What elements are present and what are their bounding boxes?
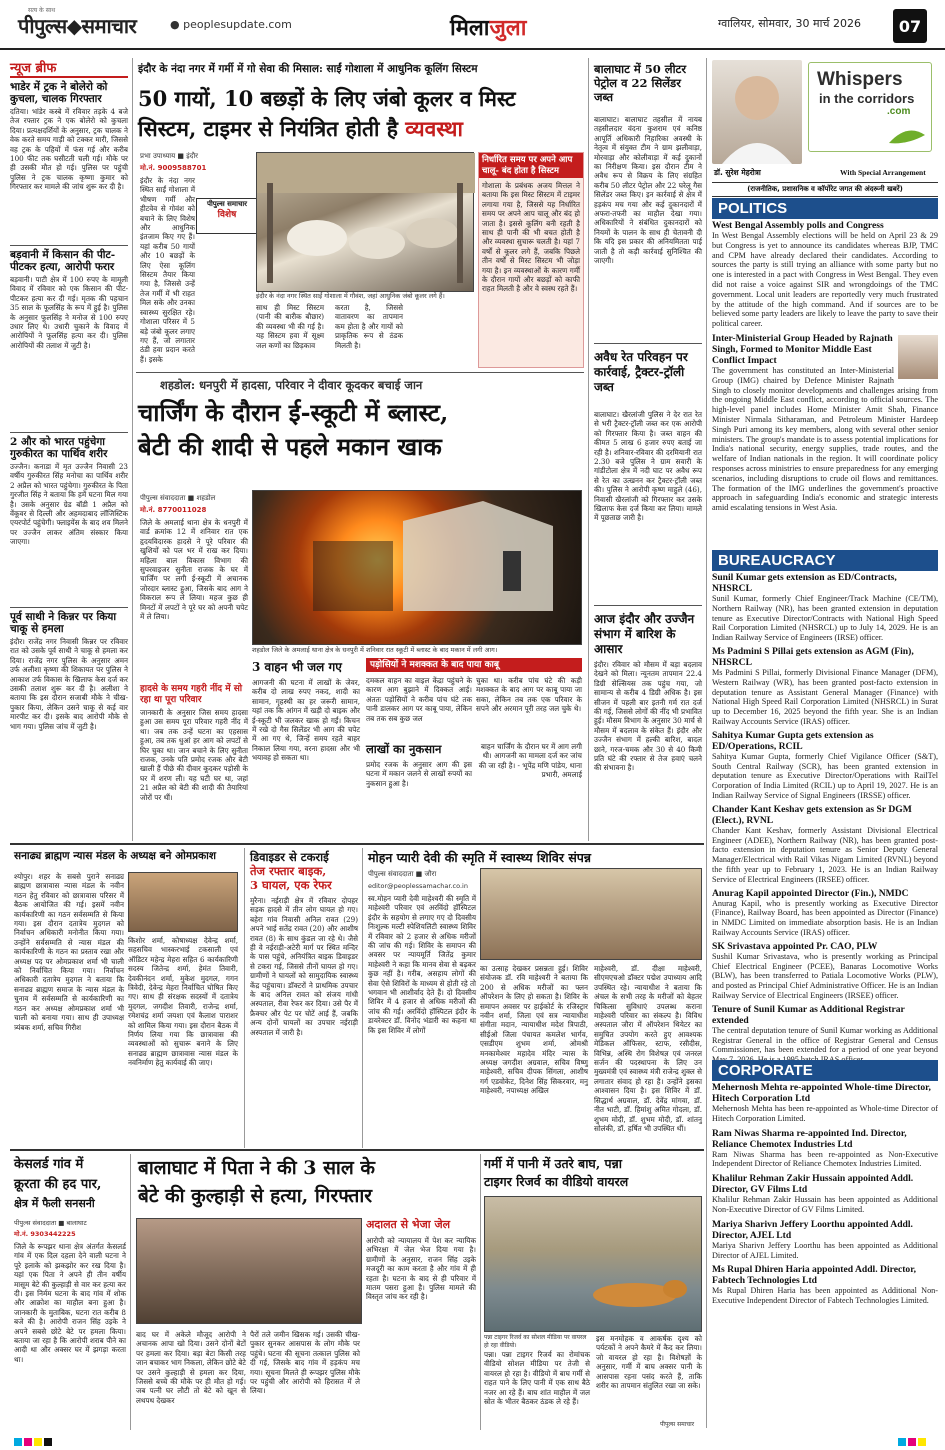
top-story-headline-2[interactable] xyxy=(138,116,588,141)
brief-text: इंदौर। राजेंद्र नगर निवासी किन्नर पर रविवार रात को उसके पूर्व साथी ने चाकू से हमला कर दिया। राजेंद्र नगर पुलिस के अनुसार अमन उर्फ अलीशा कृष्णा की शिकायत पर पुलिस ने आकाश उर्फ विकास के खिलाफ केस दर्ज कर उसकी तलाश शुरू कर दी है। अलीशा ने बताया कि इस दौरान सजाबी मौके ने चीख-पुकार किया, लेकिन उसने चाकू से कई वार मारपीट कर दी। इसके बाद आरोपी मौके से भाग गया। पुलिस जांच में जुटी है। xyxy=(10,637,128,731)
burning-house-illustration xyxy=(253,491,583,646)
section-title xyxy=(450,12,526,42)
exclusive-badge-text: पीपुल्स समाचार xyxy=(206,200,248,208)
health-camp-text-3: माहेश्वरी, डॉ. दीक्षा माहेश्वरी, सीएमएचओ डॉक्टर पद्मेश उपाध्याय आदि उपस्थित रहे। न्यायाधीश ने बताया कि अंचल के सभी तरह के मरीजों को बेहतर चिकित्सा सुविधाएं उपलब्ध कराना माहेश्वरी परिवार का संकल्प है। विविध अस्पताल जौरा में ऑपरेशन थियेटर का समुचित उपयोग करते हुए आवश्यक मेडिकल ऑफिसर, स्टाफ, रसीदीस, विभिन्न, अस्थि रोग विशेषज्ञ एवं जनरल सर्जन की पदस्थापना के लिए उन मुख्यमंत्री एवं स्वास्थ्य मंत्री राजेन्द्र शुक्ल से लगातार संवाद हो रहा है। उन्होंने इसका आश्वासन दिया है। इस शिविर में डॉ. सिद्धार्थ अग्रवाल, डॉ. देवेंद्र मांगवा, डॉ. नीत भाटी, डॉ. हिमांशु अमित गोदला, डॉ. शुभम मोदी, डॉ. शुभम मोदी, डॉ. शांतनु सोलंकी, डॉ. हर्षित भी उपस्थित थीं। xyxy=(594,964,702,1133)
whispers-logo[interactable] xyxy=(808,62,932,152)
shahdol-byline: पीपुल्स संवाददाता ■ शहडोल xyxy=(140,494,216,502)
top-story-col1: इंदौर के नंदा नगर स्थित साईं गोशाला में भीषण गर्मी और हीटवेव से गोवंश को बचाने के लिए विशेष और आधुनिक इंतजाम किए गए हैं। यहां करीब 50 गायों और 10 बछड़ों के लिए ऐसा कूलिंग सिस्टम तैयार किया गया है, जिससे उन्हें तेज गर्मी में भी राहत मिल सके और उनका स्वास्थ्य सुरक्षित रहे। गोशाला परिसर में 5 बड़े जंबो कूलर लगाए गए हैं, जो लगातार ठंडी हवा प्रदान करते हैं। इसके xyxy=(140,176,195,364)
tiger-headline-1[interactable]: गर्मी में पानी में उतरे बाघ, पन्ना xyxy=(484,1156,622,1171)
tiger-headline-2[interactable]: टाइगर रिजर्व का वीडियो वायरल xyxy=(484,1174,629,1189)
bureaucracy-headline[interactable]: Tenure of Sunil Kumar as Additional Registrar extended xyxy=(712,1003,905,1026)
top-story-headline-1[interactable]: 50 गायों, 10 बछड़ों के लिए जंबो कूलर व मिस्ट xyxy=(138,86,516,111)
bureaucracy-section xyxy=(712,572,938,1054)
bureaucracy-text: Sahitya Kumar Gupta, formerly Chief Vigilance Officer (S&T), South Central Railway (SCR), has been granted extension in deputation tenure as Executive Director/Operations with RailTel Corporation of India Limited (RCIL) up to April 19, 2027. He is an Indian Railway Service of Signal Engineers (IRSSE) officer. xyxy=(712,751,938,800)
brief-headline: बड़वानी में किसान की पीट-पीटकर हत्या, आरोपी फरार xyxy=(10,249,116,273)
divider xyxy=(10,1149,704,1151)
bureaucracy-text: Chander Kant Keshav, formerly Assistant Divisional Electrical Engineer (ADEE), Northern Railway (NR), has been granted post-facto extension in deputation tenure as Senior Deputy General Manager/Electrical with Rail Vikas Nigam Limited (RVNL) beyond the fifth year up to February 1, 2023. He is an Indian Railway Service of Electrical Engineers (IRSEE) officer. xyxy=(712,825,938,884)
shahdol-headline-1[interactable]: चार्जिंग के दौरान ई-स्कूटी में ब्लास्ट, xyxy=(138,398,449,427)
keslad-kicker-2: क्रूरता की हद पार, xyxy=(14,1177,102,1192)
court-headline: अदालत से भेजा जेल xyxy=(366,1218,451,1231)
loss-text: प्रमोद रजक के अनुसार आग की इस घटना में मकान जलने से लाखों रुपयों का नुकसान हुआ है। xyxy=(366,760,472,788)
corporate-headline[interactable]: Ram Niwas Sharma re-appointed Ind. Director, Reliance Chemotex Industries Ltd xyxy=(712,1127,907,1150)
corporate-text: Ram Niwas Sharma has been re-appointed as Non-Executive Independent Director of Reliance Chemotex Industries Limited. xyxy=(712,1149,938,1169)
keslad-byline: पीपुल्स संवाददाता ■ बालाघाट xyxy=(14,1219,87,1227)
murder-headline-2[interactable]: बेटे की कुल्हाड़ी से हत्या, गिरफ्तार xyxy=(138,1185,373,1207)
timer-sidebox-headline: निर्धारित समय पर अपने आप चालू- बंद होता है सिस्टम xyxy=(479,153,583,178)
health-camp-byline: पीपुल्स संवाददाता ■ जौरा xyxy=(368,870,437,878)
whispers-header xyxy=(710,58,938,182)
person-icon xyxy=(712,60,802,164)
politics-section xyxy=(712,220,938,545)
corporate-text: Mariya Sharivn Jeffery Loorthu has been appointed as Additional Director of AJEL Limited. xyxy=(712,1240,938,1260)
top-story-headline-accent: व्यवस्था xyxy=(405,116,463,141)
divider-crash-headline-2[interactable]: तेज रफ्तार बाइक, xyxy=(250,864,327,878)
tiger-photo[interactable] xyxy=(484,1196,702,1332)
murder-text-2: पैरों तले जमीन खिसक गई। उसकी चीख-पुकार सुनकर आसपास के लोग मौके पर पहुंचे। घटना की सूचना तत्काल पुलिस को दी गई, जिसके बाद गांव में हड़कंप मच गया। सूचना मिलते ही रूपझर पुलिस मौके पर पहुंची और आरोपी को हिरासत में ले लिया। xyxy=(250,1330,360,1396)
whispers-tagline: (राजनीतिक, प्रशासनिक व कॉर्पोरेट जगत की अंदरूनी खबरें) xyxy=(712,182,938,197)
whispers-subtitle: in the corridors xyxy=(819,91,915,106)
brief-text: दतिया। भांडेर कस्बे में रविवार तड़के 4 बजे तेज रफ्तार ट्रक ने एक बोलेरो को कुचला दिया। प्रत्यक्षदर्शियों के अनुसार, ट्रक चालक ने वेक करते समय गाड़ी को टक्कर मारी, जिससे वह ट्रक के पहियों में फंस गई और करीब 100 फीट तक घसीटती चली गई। मौके पर ही उसकी मौत हो गई। पुलिस पर पहुंची पुलिस ने ट्रक चालक कृष्णा कुमार को गिरफ्तार कर मामले की जांच शुरू कर दी है। xyxy=(10,107,128,192)
brief-item[interactable] xyxy=(10,249,128,429)
shahdol-text: जिले के अमलाई थाना क्षेत्र के धनपुरी में वार्ड क्रमांक 12 में शनिवार रात एक हृदयविदारक हादसे ने पूरे परिवार की खुशियों को पल भर में राख कर दिया। महिला बाल विकास विभाग की सुपरवाइजर सुनीता राजक के घर में चार्जिंग पर लगी ई-स्कूटी में अचानक जोरदार ब्लास्ट हुआ, जिसके बाद आग ने विकराल रूप ले लिया। महज कुछ ही मिनटों में लपटों ने पूरे घर को अपनी चपेट में ले लिया। xyxy=(140,518,248,622)
sanadhya-text-2: किशोर शर्मा, कोषाध्यक्ष देवेन्द्र शर्मा, सहसचिव भास्करभाई टकसाली एवं ऑडिटर महेन्द्र मेहरा सहित 6 कार्यकारिणी सदस्य जितेन्द्र शर्मा, हेमंत तिवारी, देवकीनंदन शर्मा, मुकेश मुदगल, गगन त्रिवेदी, देवेन्द्र मेहरा निर्वाचित घोषित किए गए। साथ ही संरक्षक सदस्यों में दतात्रेय मुदगल, जगदीश तिवारी, राजेन्द्र शर्मा, रमेशचंद्र शर्मा जयशा एवं कैलाश पाराशर को शामिल किया गया। इस दौरान बैठक में निर्णय लिया गया कि छात्रावास की व्यवस्थाओं को सुचारू बनाने के लिए सनाढ्य ब्राह्मण छात्रावास न्यास मंडल के नवनिर्माण हेतु कार्यवाई की जाए। xyxy=(128,936,238,1068)
section-title-accent: जुला xyxy=(489,15,527,41)
column-rule xyxy=(588,58,589,841)
shahdol-subtext: जानकारी के अनुसार जिस समय हादसा हुआ उस समय पूरा परिवार गहरी नींद में था। जब तक उन्हें घटना का एहसास हुआ, तब तक धुआं हर आग को लपटों से घिर चुका था। जान बचाने के लिए सुनीता राजक, उनके पति प्रमोद रजक और बेटी खाली हैं पीछे की दीवार कूदकर पड़ोसी के घर में शरण ली। यह घटी घर था, जहां 21 अप्रैल को बेटी की शादी की तैयारियां जोरों पर थीं। xyxy=(140,708,248,802)
news-brief-label: न्यूज ब्रीफ xyxy=(10,58,128,78)
corporate-text: Mehernosh Mehta has been re-appointed as Whole-time Director of Hitech Corporation Limited. xyxy=(712,1104,938,1123)
corporate-headline[interactable]: Mehernosh Mehta re-appointed Whole-time Director, Hitech Corporation Ltd xyxy=(712,1082,931,1104)
politics-text: The government has constituted an Inter-Ministerial Group (IMG) chaired by Defence Minister Rajnath Singh to closely monitor developments and challenges arising from the ongoing Middle East conflict, according to official sources. The high-level panel includes Home Minister Amit Shah, Finance Minister Nirmala Sitharaman, and Petroleum Minister Hardeep Singh Puri among its key members, along with several other senior ministers. The group's mandate is to assess potential implications for India's national security, energy supplies, trade routes, and the welfare of Indian nationals in the region. It will coordinate policy responses across ministries to ensure preparedness for any emerging scenarios, including disruptions to crude oil flows and remittances. The formation of the IMG underlines the government's proactive approach in safeguarding India's economic and strategic interests amid escalating tensions in West Asia. xyxy=(712,365,938,513)
keslad-text: जिले के रूपझर थाना क्षेत्र अंतर्गत केसलर्ड गांव में एक दिल दहला देने वाली घटना ने पूरे इलाके को झकझोर कर रख दिया है। यहां एक पिता ने अपने ही तीन वर्षीय मासूम बेटे की कुल्हाड़ी से वार कर हत्या कर दी। इस निर्मम घटना के बाद गांव में शोक और आक्रोश का माहौल बना हुआ है। जानकारी के मुताबिक, घटना रात करीब 8 बजे की है। आरोपी राजन सिंह उइके ने अपने सबसे छोटे बेटे पर हमला किया। बताया जा रहा है कि आरोपी शराब पीने का आदी था और अक्सर घर में झगड़ा करता था। xyxy=(14,1242,126,1364)
politics-headline[interactable]: Inter-Ministerial Group Headed by Rajnath Singh, Formed to Monitor Middle East Conflict Impact xyxy=(712,332,893,366)
corporate-headline[interactable]: Mariya Sharivn Jeffery Loorthu appointed Addl. Director, AJEL Ltd xyxy=(712,1218,913,1241)
bureaucracy-headline[interactable]: SK Srivastava appointed Pr. CAO, PLW xyxy=(712,940,878,952)
brief-item[interactable] xyxy=(10,81,128,242)
timer-sidebox-text: गोशाला के प्रबंधक अजय मित्तल ने बताया कि इस मिस्ट सिस्टम में टाइमर लगाया गया है, जिससे यह निर्धारित समय पर अपने आप चालू और बंद हो जाता है। इससे कूलिंग बनी रहती है साथ ही पानी की भी बचत होती है और व्यवस्था सुचारू चलती है। यहां 7 वर्षों से कूलर लगे हैं, जबकि पिछले तीन वर्षों से मिस्ट सिस्टम भी जोड़ा गया है। इन व्यवस्थाओं के कारण गर्मी के दौरान गायों और बछड़ों को काफी राहत मिलती है और वे स्वस्थ रहते हैं। xyxy=(482,181,580,294)
neighbors-text-2: चुका था। करीब पांच घंटे की कड़ी मशक्कत के बाद आग पर काबू पाया जा सका, लेकिन तब तक एक परिवार के सपने और अरमान पूरी तरह जल चुके थे। xyxy=(476,676,582,714)
special-arrangement: With Special Arrangement xyxy=(840,168,926,177)
bureaucracy-text: Sunil Kumar, formerly Chief Engineer/Track Machine (CE/TM), Northern Railway (NR), has been granted extension in deputation tenure as Executive Director/Contracts with National High Speed Rail Corporation Limited (NHSRCL) up to July 14, 2029. He is an Indian Railway Service of Engineers (IRSE) officer. xyxy=(712,594,938,643)
fire-photo[interactable] xyxy=(252,490,582,645)
health-camp-email[interactable]: editor@peoplessamachar.co.in xyxy=(368,882,468,890)
tiger-text-1: पन्ना। पन्ना टाइगर रिजर्व का रोमांचक वीडियो सोशल मीडिया पर तेजी से वायरल हो रहा है। वीडियो में बाघ गर्मी से राहत पाने के लिए पानी में एक साथ बैठे नजर आ रहे हैं। बाघ शांत माहौल में जल स्रोत के भीतर बैठकर ठंडक ले रहे हैं। xyxy=(484,1350,590,1407)
vehicles-burnt-text: आगजनी की घटना में लाखों के जेवर, करीब दो लाख रुपए नकद, शादी का सामान, गृहस्थी का हर जरूरी सामान, यहां तक कि आंगन में खड़ी दो बाइक और ई-स्कूटी भी जलकर खाक हो गईं। किचन में रखे दो गैस सिलेंडर भी आग की चपेट में आ गए थे, जिन्हें समय रहते बाहर निकाल लिया गया, वरना हादसा और भी भयावह हो सकता था। xyxy=(252,678,360,763)
divider xyxy=(594,605,702,606)
column-rule xyxy=(706,58,707,1428)
shahdol-mobile: मो.नं. 8770011028 xyxy=(140,506,207,514)
bureaucracy-headline[interactable]: Ms Padmini S Pillai gets extension as AGM (Fin), NHSRCL xyxy=(712,645,914,668)
corporate-headline[interactable]: Ms Rupal Dhiren Haria appointed Addl. Director, Fabtech Technologies Ltd xyxy=(712,1264,916,1287)
goshala-photo-caption: इंदौर के नंदा नगर स्थित साईं गोशाला में गौवंश, जहां आधुनिक जंबो कूलर लगे हैं। xyxy=(256,292,445,300)
tiger-text-2: इस मनमोहक व आकर्षक दृश्य को पर्यटकों ने अपने कैमरे में कैद कर लिया। जो वायरल हो रहा है। विशेषज्ञों के अनुसार, गर्मी में बाघ अक्सर पानी के आसपास रहना पसंद करते हैं, ताकि शरीर का तापमान संतुलित रखा जा सके। xyxy=(596,1334,702,1391)
bureaucracy-text: Sushil Kumar Srivastava, who is presently working as Principal Chief Electrical Engineer (PCEE), Banaras Locomotive Works (BLW), has been transferred to Patiala Locomotive Works (PLW), and posted as Principal Chief Administrative Officer. He is an Indian Railway Service of Electrical Engineers (IRSEE) officer. xyxy=(712,951,938,1000)
corporate-headline[interactable]: Khalilur Rehman Zakir Hussain appointed Addl. Director, GV Films Ltd xyxy=(712,1173,914,1196)
weather-text: इंदौर। रविवार को मौसम में बड़ा बदलाव देखने को मिला। न्यूनतम तापमान 22.4 डिग्री सेल्सियस तक पहुंच गया, जो सामान्य से करीब 4 डिग्री अधिक है। इस सीजन में पहली बार इतनी गर्म रात दर्ज की गई, जिससे लोगों की नींद भी प्रभावित हुई। मौसम विभाग के अनुसार 30 मार्च से मौसम में बदलाव के संकेत हैं। इंदौर और उज्जैन संभाग में हल्की बारिश, बादल छाने, गरज-चमक और 30 से 40 किमी प्रति घंटे की रफ्तार से तेज हवाएं चलने की संभावना है। xyxy=(594,660,702,773)
divider xyxy=(136,372,584,373)
divider-crash-headline-1[interactable]: डिवाइडर से टकराई xyxy=(250,850,329,864)
column-rule xyxy=(130,1154,131,1430)
bureaucracy-headline[interactable]: Anurag Kapil appointed Director (Fin.), NMDC xyxy=(712,887,909,899)
top-story-col3: करता है, जिससे वातावरण का तापमान कम होता है और गायों को प्राकृतिक रूप से ठंडक मिलती है। xyxy=(335,303,403,350)
fuel-seizure-headline[interactable]: बालाघाट में 50 लीटर पेट्रोल व 22 सिलेंडर जब्त xyxy=(594,62,687,104)
news-brief-column xyxy=(10,58,128,841)
divider xyxy=(10,843,704,845)
brief-headline: पूर्व साथी ने किन्नर पर किया चाकू से हमला xyxy=(10,611,117,635)
murder-headline-1[interactable]: बालाघाट में पिता ने की 3 साल के xyxy=(138,1157,375,1179)
sanadhya-headline[interactable]: सनाढ्य ब्राह्मण न्यास मंडल के अध्यक्ष बने ओमप्रकाश xyxy=(14,850,216,862)
corporate-section-header: CORPORATE xyxy=(712,1060,938,1081)
sand-seizure-text: बालाघाट। खैरलांजी पुलिस ने देर रात रेत से भरी ट्रैक्टर-ट्रॉली जब्त कर एक आरोपी को गिरफ्तार किया है। जब्त वाहन की कीमत 5 लाख 6 हजार रुपए बताई जा रही है। शनिवार-रविवार की दरमियानी रात 2.30 बजे पुलिस ने ग्राम सवारी के गांडीटोला क्षेत्र में नदी घाट पर अवैध रूप से रेत का उत्खनन कर ट्रैक्टर-ट्रॉली जब्त की। पुलिस ने आरोपी कृष्ण माहुले (46), निवासी खैरलांजी को गिरफ्तार कर उसके खिलाफ केस दर्ज किया कर लिया। मामले में पूछताछ जारी है। xyxy=(594,410,702,523)
logo-tagline: सत्य के साथ xyxy=(28,7,56,14)
cows-illustration xyxy=(257,153,475,293)
brief-item[interactable] xyxy=(10,436,128,604)
court-text: आरोपी को न्यायालय में पेश कर न्यायिक अभिरक्षा में जेल भेज दिया गया है। ग्रामीणों के अनुसार, राजन सिंह उइके मजदूरी का काम करता है और गांव में ही रहता है। घटना के बाद से ही परिवार में मातम पसरा हुआ है। पुलिस मामले की विस्तृत जांच कर रही है। xyxy=(366,1236,476,1302)
top-story-col2: साथ ही मिस्ट सिस्टम (पानी की बारीक बौछार) की व्यवस्था भी की गई है। यह सिस्टम हवा में सूक्ष्म जल कणों का छिड़काव xyxy=(256,303,324,350)
health-camp-text-2: का उत्साह देखकर प्रसन्नता हुई। शिविर संयोजक डॉ. रवि माहेश्वरी ने बताया कि 200 से अधिक मरीजों का फ्लन ऑपरेशन के लिए हो सकता है। शिविर के समापन अवसर पर हाईकोर्ट के रजिस्ट्रार नवीन शर्मा, जिला एवं सत्र न्यायाधीश संगीता मदान, न्यायाधीश मदेश त्रिपाठी, सीईओ जिला पंचायत कमलेश भार्गव, एसडीएम शुभम शर्मा, ओमश्री मनकामेश्वर महादेव मंदिर न्यास के अध्यक्ष जगदीश अग्रवाल, सचिव विष्णु माहेश्वरी, सचिव दीपक सिंगला, आशीष गर्ग एडवोकेट, दिनेश सिंह सिकरवार, मनु माहेश्वरी, नपाध्यक्ष अखिल xyxy=(480,964,588,1096)
health-camp-headline[interactable]: मोहन प्यारी देवी की स्मृति में स्वास्थ्य शिविर संपन्न xyxy=(368,850,591,865)
shahdol-kicker: शहडोल: धनपुरी में हादसा, परिवार ने दीवार कूदकर बचाई जान xyxy=(160,378,423,392)
bureaucracy-text: The central deputation tenure of Sunil Kumar working as Additional Registrar General in the office of Registrar General and Census Commissioner, has been extended for a period of one year beyond xyxy=(712,1025,938,1055)
top-story-kicker: इंदौर के नंदा नगर में गर्मी में गो सेवा की मिसाल: साईं गोशाला में आधुनिक कूलिंग सिस्टम xyxy=(138,63,478,75)
divider xyxy=(10,432,128,433)
column-rule xyxy=(480,1154,481,1430)
bureaucracy-text: Anurag Kapil, who is presently working as Executive Director (Finance), Railway Board, has been appointed as Director (Finance) in NMDC Limited on immediate absorption basis. He is an Indian Railway Accounts Service (IRAS) officer. xyxy=(712,898,938,937)
brief-text: बड़वानी। पाटी क्षेत्र में 100 रुपए के मामूली विवाद में रविवार को एक किसान की पीट-पीटकर हत्या कर दी गई। मृतक की पहचान 35 साल के फूलसिंह के रूप में हुई है। पुलिस के अनुसार फूलसिंह ने मनोज से 100 रुपए उधार लिए थे। उधारी चुकाने के विवाद में आरोपियों ने फूलसिंह हत्या कर दी। पुलिस आरोपियों की तलाश में जुटी है। xyxy=(10,275,128,350)
dateline: ग्वालियर, सोमवार, 30 मार्च 2026 xyxy=(718,17,861,30)
shahdol-subheadline: हादसे के समय गहरी नींद में सो रहा था पूरा परिवार xyxy=(140,684,243,705)
rajnath-photo xyxy=(898,335,938,379)
page-number: 07 xyxy=(893,9,927,43)
keslad-mobile: मो.नं. 9303442225 xyxy=(14,1230,76,1238)
newspaper-logo[interactable]: पीपुल्स◆समाचार xyxy=(18,14,137,38)
corporate-text: Khalilur Rehman Zakir Hussain has been appointed as Additional Non-Executive Director of GV Films Limited. xyxy=(712,1195,938,1214)
bureaucracy-text: Ms Padmini S Pillai, formerly Divisional Finance Manager (DFM), Western Railway (WR), has been granted post-facto extension in deputation tenure as Assistant General Manager (Finance) with National High Speed Rail Corporation Limited (NHSRCL) in Surat up to December 16, 2025 beyond the fifth year. She is an Indian Railway Accounts Service (IRAS) officer. xyxy=(712,667,938,726)
health-camp-text-1: स्व.मोहन प्यारी देवी माहेश्वरी की स्मृति में माहेश्वरी परिवार एवं अरविंदो हॉस्पिटल इंदौर के सहयोग से लगाए गए दो दिवसीय निःशुल्क मल्टी स्पेशियलिटी स्वास्थ्य शिविर में रविवार को 2 हजार से अधिक मरीजों की जांच की गई। शिविर के समापन की अवसर पर न्यायमूर्ति जितेंद्र कुमार माहेश्वरी ने कहा कि मानव सेवा से बढ़कर कुछ नहीं है। गरीब, असहाय लोगों की सेवा ऐसे शिविरों के माध्यम से होती रहे तो भगवान भी आशीर्वाद देते हैं। दो दिवसीय शिविर में 4 हजार से अधिक मरीजों की जांच की गई। अरविंदो हॉस्पिटल इंदौर के डायरेक्टर डॉ. विनोद भंडारी का कहना था कि इस शिविर में लोगों xyxy=(368,894,476,1035)
brief-item[interactable] xyxy=(10,611,128,815)
corporate-section xyxy=(712,1082,938,1422)
corporate-text: Ms Rupal Dhiren Haria has been appointed as Additional Non-Executive Independent Director of Fabtech Technologies Limited. xyxy=(712,1286,938,1306)
section-title-main: मिला xyxy=(450,15,490,41)
bureaucracy-section-header: BUREAUCRACY xyxy=(712,550,938,571)
murder-text-1: बाद घर में अकेले मौजूद आरोपी ने अचानक आपा खो दिया। उसने दोनों बेटों पर हमला कर दिया। बड़ा बेटा किसी तरह जान बचाकर भाग निकला, लेकिन छोटे बेटे पर उसने कुल्हाड़ी से हमला कर दिया, जिससे बच्चे की मौके पर ही मौत हो गई। जब पत्नी घर लौटी तो बेटे को खून से लथपथ देखकर xyxy=(136,1330,246,1405)
tiger-illustration xyxy=(485,1197,703,1333)
website-link[interactable]: ● peoplesupdate.com xyxy=(170,18,292,31)
bureaucracy-headline[interactable]: Chander Kant Keshav gets extension as Sr DGM (Elect.), RVNL xyxy=(712,803,912,826)
column-rule xyxy=(244,848,245,1148)
divider xyxy=(10,245,128,246)
goshala-photo[interactable] xyxy=(256,152,474,292)
divider xyxy=(594,343,702,344)
print-registration-marks xyxy=(0,1431,945,1441)
sand-seizure-headline[interactable]: अवैध रेत परिवहन पर कार्रवाई, ट्रैक्टर-ट्रॉली जब्त xyxy=(594,350,688,394)
police-quote: बाहन चार्जिंग के दौरान घर में आग लगी थी। आगजनी का मामला दर्ज कर जांच की जा रही है। - भूपेंद्र मणि पांडेय, थाना प्रभारी, अमलाई xyxy=(478,742,582,780)
keslad-kicker-1: केसलर्ड गांव में xyxy=(14,1157,84,1172)
sanadhya-photo[interactable] xyxy=(128,872,238,932)
divider-crash-text: मुरैना। नईराड़ी क्षेत्र में रविवार दोपहर सड़क हादसे में तीन लोग घायल हो गए। बहेरा गांव निवासी अनिल रावत (29) अपने भाई सतेंद्र रावत (20) और आशीष रावत (8) के साथ कुंडल जा रहे थे। जैसे ही वे नईराड़ी-अटेरी मार्ग पर स्थित मन्दिर के पास पहुंचे, अनियंत्रित बाइक डिवाइडर से टकरा गई, जिससे तीनों घायल हो गए। ग्रामीणों ने घायलों को सामुदायिक स्वास्थ्य केंद्र पहुंचाया। डॉक्टरों ने प्राथमिक उपचार के बाद अनिल रावत को संजय गांधी अस्पताल, रीवा रेफर कर दिया। उसे पैर में फ्रैक्चर और पेट पर चोटें आई हैं, जबकि अन्य दोनों घायलों का उपचार नईराड़ी अस्पताल में जारी है। xyxy=(250,896,358,1037)
top-story-headline-2-text: सिस्टम, टाइमर से नियंत्रित होती है xyxy=(138,116,398,141)
whispers-title: Whispers xyxy=(817,69,903,90)
leaf-icon xyxy=(887,125,927,145)
exclusive-badge xyxy=(196,198,258,234)
top-story-mobile: मो.नं. 9009588701 xyxy=(140,164,207,172)
exclusive-badge-sub: विशेष xyxy=(217,210,237,220)
tiger-photo-caption: पन्ना टाइगर रिजर्व का सोशल मीडिया पर वायरल हो रहा वीडियो। xyxy=(484,1334,587,1349)
health-camp-photo[interactable] xyxy=(480,868,702,960)
bureaucracy-headline[interactable]: Sunil Kumar gets extension as ED/Contracts, NHSRCL xyxy=(712,572,897,594)
politics-headline[interactable]: West Bengal Assembly polls and Congress xyxy=(712,220,884,231)
vehicles-burnt-headline: 3 वाहन भी जल गए xyxy=(252,660,342,674)
neighbors-headline: पड़ोसियों ने मशक्कत के बाद पाया काबू xyxy=(366,658,582,672)
brief-headline: भाडेर में ट्रक ने बोलेरो को कुचला, चालक गिरफ्तार xyxy=(10,81,108,105)
politics-text: In West Bengal Assembly elections will be held on April 23 & 29 but Congress is yet to announce its candidates whereas BJP, TMC and CPM have already declared their candidates. According to sources the party is still trying an alliance with some party but no one is interested in a pact with Congress in West Bengal. They even did not raise a voice against SIR and wrongdoings of the TMC government. Local unit leaders are reportedly very much frustrated by the attitude of the high command. And if sources are to be believed some party leaders are likely to leave the party to save their political career. xyxy=(712,231,938,329)
divider xyxy=(10,607,128,608)
whispers-domain: .com xyxy=(887,106,911,117)
keslad-kicker-3: क्षेत्र में फैली सनसनी xyxy=(14,1197,95,1210)
tiger-footer: पीपुल्स समाचार xyxy=(660,1421,695,1428)
brief-headline: 2 और को भारत पहुंचेगा गुरुकीरत का पार्थिव शरीर xyxy=(10,436,108,460)
fire-photo-caption: शहडोल जिले के अमलाई थाना क्षेत्र के धनपुरी में शनिवार रात स्कूटी में ब्लास्ट के बाद मकान में लगी आग। xyxy=(252,646,498,654)
timer-sidebox xyxy=(478,152,584,368)
column-rule xyxy=(132,58,133,841)
weather-headline[interactable]: आज इंदौर और उज्जैन संभाग में बारिश के आसार xyxy=(594,612,695,656)
neighbors-text-1: दमकल वाहन का वाइल केंद्रा पहुंचने के कारण आग बुझाने में दिक्कत आई। अंततः पड़ोसियों ने करीब पांच घंटे तक पानी डालकर आग पर काबू पाया, लेकिन तब तक सब कुछ जल xyxy=(366,676,472,723)
columnist-name: डॉ. सुरेश मेहरोत्रा xyxy=(714,168,761,177)
loss-headline: लाखों का नुकसान xyxy=(366,742,442,756)
brief-text: उज्जैन। कनाडा में मृत उज्जैन निवासी 23 वर्षीय गुरुकीरत सिंह मनोचा का पार्थिव शरीर 2 अप्रैल को भारत पहुंचेगा। गुरुकीरत के पिता गुरजीत सिंह ने बताया कि हमें घटना मिल गया है। उसके अनुसार ग्रेड बॉडी 1 अप्रैल को वेंकूवर से दिल्ली और अहमदाबाद लॉजिस्टिक एयरपोर्ट पहुंचेगी। फ्लाइयेंस के बाद शव मिलने पर उज्जैन लाकर अंतिम संस्कार किया जाएगा। xyxy=(10,462,128,547)
murder-accused-photo[interactable] xyxy=(136,1218,362,1324)
shahdol-headline-2[interactable]: बेटी की शादी से पहले मकान खाक xyxy=(138,432,442,461)
fuel-seizure-text: बालाघाट। बालाघाट तहसील में नायब तहसीलदार वंदना कुशराम एवं कनिष्ठ आपूर्ति अधिकारी निहारिका अवस्थी के नेतृत्व में संयुक्त टीम ने ग्राम झलीवाड़ा, मोरवाड़ा और कोलीवाड़ा में कई दुकानों का निरीक्षण किया। इस दौरान टीम ने अवैध रूप से विक्रय के लिए संग्रहित करीब 50 लीटर पेट्रोल और 22 घरेलू गैस सिलेंडर जब्त किए। इन कार्रवाई से क्षेत्र में हड़कंप मच गया और कई दुकानदारों में अफरा-तफरी का माहौल देखा गया। अधिकारियों ने संबंधित दुकानदारों को नियमों के पालन के साथ ही चेतावनी दी कि यदि इस प्रकार की अनियमितता पाई जाती है तो कड़ी कार्रवाई सुनिश्चित की जाएगी। xyxy=(594,115,702,266)
bureaucracy-headline[interactable]: Sahitya Kumar Gupta gets extension as ED/Operations, RCIL xyxy=(712,729,874,752)
politics-section-header: POLITICS xyxy=(712,198,938,219)
top-story-byline: प्रभा उपाध्याय ■ इंदौर xyxy=(140,152,199,160)
column-rule xyxy=(362,848,363,1148)
divider-crash-headline-3[interactable]: 3 घायल, एक रेफर xyxy=(250,878,332,892)
columnist-photo xyxy=(712,60,802,164)
sanadhya-text: श्योपुर। शहर के सबसे पुराने सनाढ्य ब्राह्मण छात्रावास न्यास मंडल के नवीन गठन हेतु रविवार को छात्रावास परिसर में बैठक आयोजित की गई। इसमें नवीन कार्यकारिणी का गठन सर्वसम्मति से किया गया। इस दौरान दतात्रेय मुदगल को निर्वाचन अधिकारी मनोनीत किया गया। उन्होंने सर्वसम्मति से न्यास मंडल की कार्यकारिणी के गठन का प्रस्ताव रखा और अध्यक्ष पद पर ओमप्रकाश शर्मा भी चाली को निर्वाचित किया गया। निर्वाचन अधिकारी दतात्रेय मुदगल ने बताया कि सनाढ्य ब्राह्मण समाज के न्यास मंडल के चुनाव में सर्वसम्मति से कार्यकारिणी का गठन कर अध्यक्ष ओमप्रकाश शर्मा भी चाली को बनाया गया। साथ ही उपाध्यक्ष त्र्यंबक शर्मा, सचिव गिरीश xyxy=(14,872,124,1032)
